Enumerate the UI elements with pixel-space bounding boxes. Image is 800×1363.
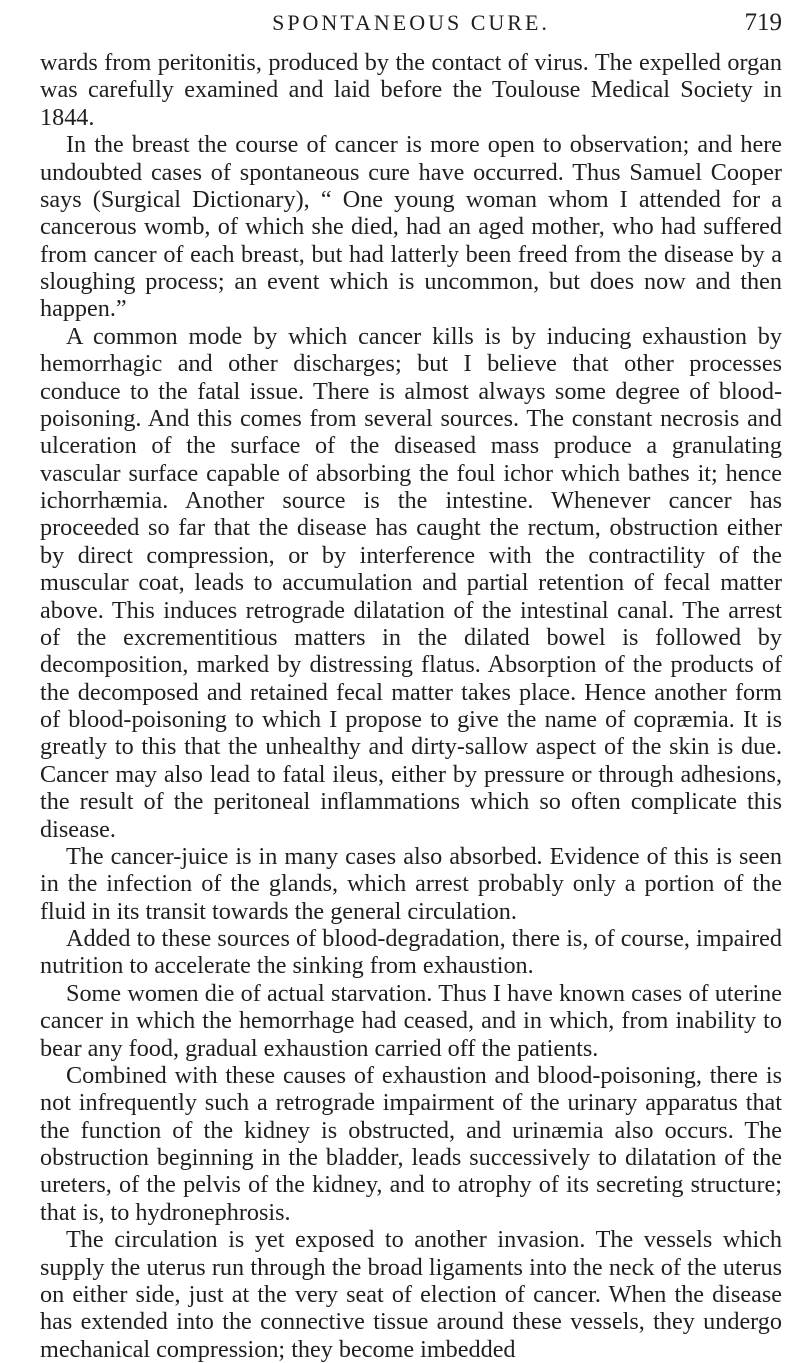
paragraph: The cancer-juice is in many cases also absorbed. Evidence of this is seen in the infection of the glands, which arrest probably only a portion of the fluid in its transit towards the general circulation. — [40, 842, 782, 925]
body-text — [40, 49, 782, 1363]
page-number: 719 — [744, 9, 782, 36]
paragraph: Some women die of actual starvation. Thus I have known cases of uterine cancer in which the hemorrhage had ceased, and in which, from inability to bear any food, gradual exhaustion carried off the patients. — [40, 979, 782, 1062]
paragraph: A common mode by which cancer kills is by inducing exhaustion by hemorrhagic and other discharges; but I believe that other processes conduce to the fatal issue. There is almost always some degree of blood-poisoning. And this comes from several sources. The constant necrosis and ulceration of the surface of the diseased mass produce a granulating vascular surface capable of absorbing the foul ichor which bathes it; hence ichorrhæmia. Another source is the intestine. Whenever cancer has proceeded so far that the disease has caught the rectum, obstruction either by direct compression, or by interference with the contractility of the muscular coat, leads to accumulation and partial retention of fecal matter above. This induces retrograde dilatation of the intestinal canal. The arrest of the excrementitious matters in the dilated bowel is followed by decomposition, marked by distressing flatus. Absorption of the products of the decomposed and retained fecal matter takes place. Hence another form of blood-poisoning to which I propose to give the name of copræmia. It is greatly to this that the unhealthy and dirty-sallow aspect of the skin is due. Cancer may also lead to fatal ileus, either by pressure or through adhesions, the result of the peritoneal inflammations which so often complicate this disease. — [40, 322, 782, 843]
paragraph: Added to these sources of blood-degradation, there is, of course, impaired nutrition to accelerate the sinking from exhaustion. — [40, 925, 782, 980]
running-head: SPONTANEOUS CURE. — [272, 10, 550, 35]
paragraph: In the breast the course of cancer is more open to observation; and here undoubted cases of spontaneous cure have occurred. Thus Samuel Cooper says (Surgical Dictionary), “ One young woman whom I attended for a cancerous womb, of which she died, had an aged mother, who had suffered from cancer of each breast, but had latterly been freed from the disease by a sloughing process; an event which is uncommon, but does now and then happen.” — [40, 131, 782, 323]
paragraph: wards from peritonitis, produced by the contact of virus. The expelled organ was carefully examined and laid before the Toulouse Medical Society in 1844. — [40, 49, 782, 131]
paragraph: Combined with these causes of exhaustion and blood-poisoning, there is not infrequently such a retrograde impairment of the urinary apparatus that the function of the kidney is obstructed, and urinæmia also occurs. The obstruction beginning in the bladder, leads successively to dilatation of the ureters, of the pelvis of the kidney, and to atrophy of its secreting structure; that is, to hydronephrosis. — [40, 1061, 782, 1226]
paragraph: The circulation is yet exposed to another invasion. The vessels which supply the uterus run through the broad ligaments into the neck of the uterus on either side, just at the very seat of election of cancer. When the disease has extended into the connective tissue around these vessels, they undergo mechanical compression; they become imbedded — [40, 1226, 782, 1363]
page-header — [40, 5, 782, 41]
